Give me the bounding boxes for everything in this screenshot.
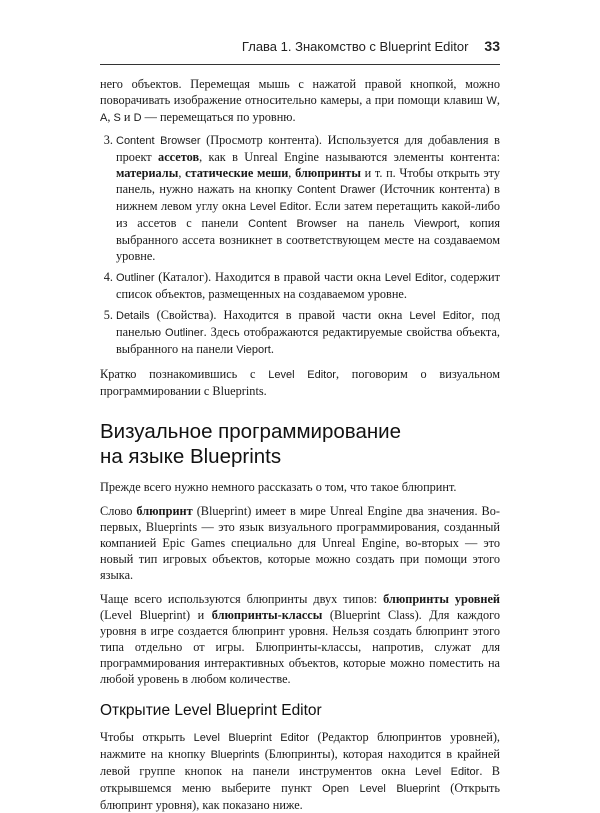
key-s: S <box>113 112 121 124</box>
paragraph-blueprint-meanings: Слово блюпринт (Blueprint) имеет в мире Unreal Engine два значения. Во-первых, Blueprints — это язык визуального программирования, созданный компанией Epic Games специально для Unreal Engine, во-вторых — это новый тип игровых объектов, которые можно создать при помощи этого языка. <box>100 504 500 582</box>
panel-list <box>100 132 500 358</box>
paragraph-open-editor: Чтобы открыть Level Blueprint Editor (Редактор блюпринтов уровней), нажмите на кнопку Blueprints (Блюпринты), которая находится в крайней левой группе кнопок на панели инструментов окна Level Editor. В открывшемся меню выберите пункт Open Level Blueprint (Открыть блюпринт уровня), как показано ниже. <box>100 730 501 812</box>
section-heading: Визуальное программирование на языке Blueprints <box>100 420 402 468</box>
paragraph-intro-blueprint: Прежде всего нужно немного рассказать о том, что такое блюпринт. <box>100 480 457 494</box>
list-item-outliner: 4. Outliner (Каталог). Находится в правой части окна Level Editor, содержит список объектов, размещенных на создаваемом уровне. <box>116 269 500 302</box>
list-item-content-browser: 3. Content Browser (Просмотр контента). Используется для добавления в проект ассетов, как в Unreal Engine называются элементы контента: материалы, статические меши, блюпринты и т. п. Чтобы открыть эту панель, нужно нажать на кнопку Content Drawer (Источник контента) в нижнем левом углу окна Level Editor. Если затем перетащить какой-либо из ассетов с панели Content Browser на панель Viewport, копия выбранного ассета возникнет в соответствующем месте на создаваемом уровне. <box>116 132 500 264</box>
chapter-title: Глава 1. Знакомство с Blueprint Editor <box>241 39 469 54</box>
key-d: D <box>133 112 142 124</box>
page-body <box>100 76 500 813</box>
header-rule <box>100 64 500 65</box>
summary-paragraph: Кратко познакомившись с Level Editor, поговорим о визуальном программировании с Blueprints. <box>100 367 500 398</box>
page-number: 33 <box>484 38 500 54</box>
key-w: W <box>486 95 497 107</box>
key-a: A <box>100 112 108 124</box>
intro-paragraph: него объектов. Перемещая мышь с нажатой правой кнопкой, можно поворачивать изображение относительно камеры, а при помощи клавиш W, A, S и D — перемещаться по уровню. <box>100 77 500 124</box>
subsection-heading: Открытие Level Blueprint Editor <box>100 702 322 719</box>
paragraph-blueprint-types: Чаще всего используются блюпринты двух типов: блюпринты уровней (Level Blueprint) и блюпринты-классы (Blueprint Class). Для каждого уровня в игре создается блюпринт уровня. Нельзя создать блюпринт этого типа отдельно от игры. Блюпринты-классы, напротив, служат для программирования интерактивных объектов, которые можно поместить на любой уровень в любом количестве. <box>100 592 501 686</box>
list-item-details: 5. Details (Свойства). Находится в правой части окна Level Editor, под панелью Outliner. Здесь отображаются редактируемые свойства объекта, выбранного на панели Vieport. <box>116 307 500 358</box>
running-header <box>100 38 500 54</box>
